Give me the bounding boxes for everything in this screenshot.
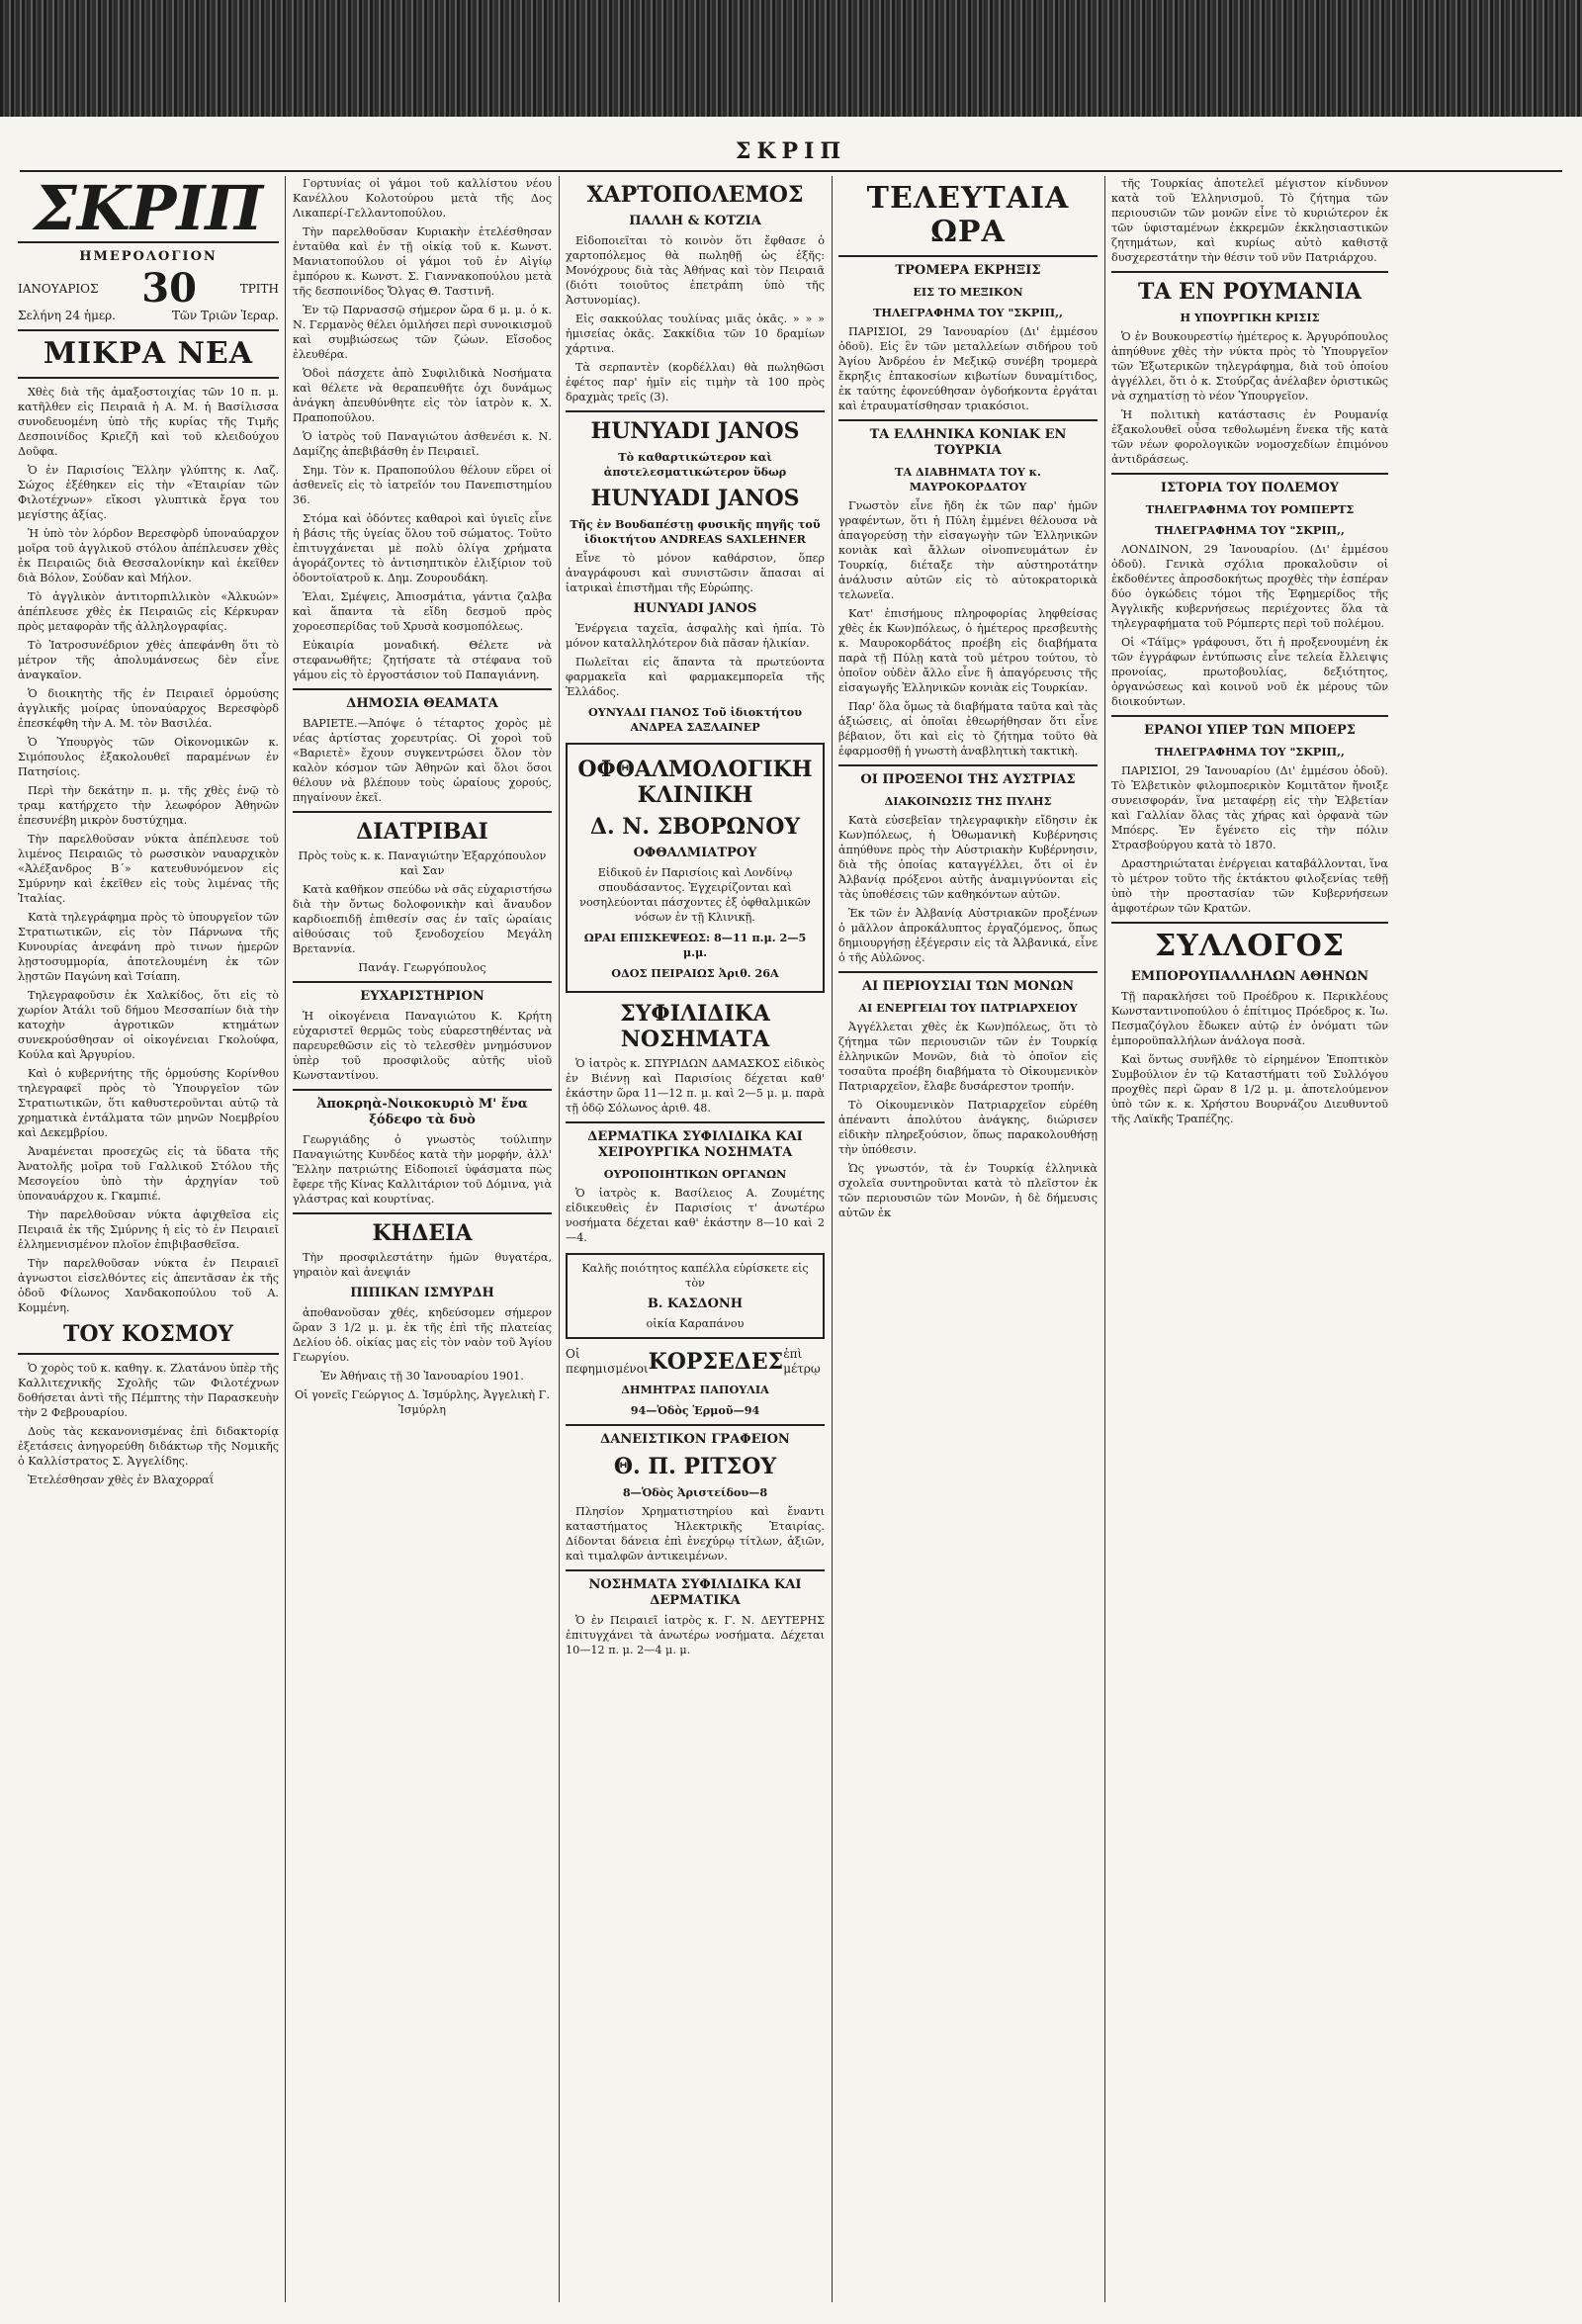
news-paragraph: Τὸ ἀγγλικὸν ἀντιτορπιλλικὸν «Ἀλκυών» ἀπέπλευσε χθὲς ἐκ Πειραιῶς εἰς Κέρκυραν πρὸς μεταφορὰν τῆς ἀλληλογραφίας.	[18, 590, 279, 633]
ad-last-text: Ὁ ἐν Πειραιεῖ ἰατρὸς κ. Γ. Ν. ΔΕΥΤΕΡΗΣ ἐπιτυγχάνει τὰ ἀνωτέρω νοσήματα. Δέχεται 10—12 π. μ. 2—4 μ. μ.	[566, 1614, 825, 1656]
column-rule	[559, 176, 560, 2302]
ad-last-title: ΝΟΣΗΜΑΤΑ ΣΥΦΙΛΙΔΙΚΑ ΚΑΙ ΔΕΡΜΑΤΙΚΑ	[588, 1577, 802, 1608]
news-paragraph: Καὶ ὁ κυβερνήτης τῆς ὁρμούσης Κορίνθου τηλεγραφεῖ πρὸς τὸ Ὑπουργεῖον τῶν Στρατιωτικῶν, ὅτι καθυστεροῦνται αὐτῷ τὰ χρηματικὰ ἐντάλματα τῶν μηνῶν Νοεμβρίου καὶ Δεκεμβρίου.	[18, 1067, 279, 1139]
club-text: Τῇ παρακλήσει τοῦ Προέδρου κ. Περικλέους Κωνσταντινοπούλου ὁ ἐπίτιμος Πρόεδρος κ. Ἰω. Πεσμαζόγλου ἔδωκεν αὐτῷ ἐν ὀνόματι τῶν ἐμποροϋπαλλήλων ἀνάλογα ποσὰ.	[1111, 990, 1388, 1047]
section-title-kosmos: ΤΟΥ ΚΟΣΜΟΥ	[63, 1321, 233, 1347]
news-paragraph: Ἐτελέσθησαν χθὲς ἐν Βλαχορραΐ	[28, 1474, 215, 1486]
ad-hunyadi-sub: Τὸ καθαρτικώτερον καὶ ἀποτελεσματικώτερον ὕδωρ	[603, 450, 787, 479]
ad-paper-sub: ΠΑΛΛΗ & ΚΟΤΖΙΑ	[629, 214, 761, 228]
section-title-apokria: Ἀποκρηὰ-Νοικοκυριὸ Μ' ἕνα ξόδεφο τὰ δυὸ	[316, 1097, 528, 1127]
news-paragraph: Εὐκαιρία μοναδική. Θέλετε νὰ στεφανωθῆτε; ζητήσατε τὰ στέφανα τοῦ γάμου εἰς τὸ ἐργοστάσιον τοῦ Παπαγιάννη.	[293, 639, 552, 681]
war-text: ΛΟΝΔΙΝΟΝ, 29 Ἰανουαρίου. (Δι' ἐμμέσου ὁδοῦ). Γενικὰ σχόλια προκαλοῦσιν οἱ ἐκδοθέντες ἀπροσδοκήτως προχθὲς τὴν ἑσπέραν δύο ὀγκώδεις τόμοι τῆς Ἐφημερίδος τῆς Ἀγγλικῆς κυβερνήσεως περιέχοντες ὅλα τὰ τηλεγραφήματα τοῦ Ρόμπερτς περὶ τοῦ πολέμου.	[1111, 543, 1388, 630]
ad-korse-title: ΚΟΡΣΕΔΕΣ	[648, 1349, 784, 1375]
news-paragraph: Δοὺς τὰς κεκανονισμένας ἐπὶ διδακτορίᾳ ἐξετάσεις ἀνηγορεύθη διδάκτωρ τῆς Νομικῆς ὁ Καλλίστρατος Σ. Ἀγγελίδης.	[18, 1425, 279, 1468]
cognac-text-2: Κατ' ἐπισήμους πληροφορίας ληφθείσας χθὲς ἐκ Κων)πόλεως, ὁ ἡμέτερος πρεσβευτὴς κ. Μαυροκορδάτος προέβη εἰς διαβήματα παρὰ τῇ Πύλῃ κατὰ τοῦ μέτρου τούτου, τὸ ὁποῖον οὐδὲν ἄλλο εἶνε ἢ ἀπαγόρευσις τῆς εἰσαγωγῆς Ἑλληνικῶν κονιὰκ εἰς Τουρκίαν.	[838, 607, 1098, 694]
ad-korse-right: ἐπὶ μέτρῳ	[783, 1347, 821, 1376]
column-5	[1111, 176, 1388, 2302]
divider	[293, 981, 552, 983]
ad-eye-hours: ΩΡΑΙ ΕΠΙΣΚΕΨΕΩΣ: 8—11 π.μ. 2—5 μ.μ.	[583, 931, 807, 959]
ad-hunyadi-body: Εἶνε τὸ μόνον καθάρσιον, ὅπερ ἀναγράφουσι καὶ συνιστῶσιν ἅπασαι αἱ ἰατρικαὶ ἐπιστῆμαι τῆς Εὐρώπης.	[566, 552, 825, 594]
news-paragraph: Ἀναμένεται προσεχῶς εἰς τὰ ὕδατα τῆς Ἀνατολῆς μοῖρα τοῦ Γαλλικοῦ Στόλου τῆς Μεσογείου ὑπὸ τὴν ἀρχηγίαν τοῦ ὑποναυάρχου κ. Γκαμπιέ.	[18, 1145, 279, 1203]
austria-text: Κατὰ εὐσεβεῖαν τηλεγραφικὴν εἴδησιν ἐκ Κων)πόλεως, ἡ Ὀθωμανικὴ Κυβέρνησις ἀπηύθυνε πρὸς τὴν Αὐστριακὴν Κυβέρνησιν, διὰ τῆς ὁποίας καταγγέλλει, ὅτι οἱ ἐν Ἀλβανίᾳ πρόξενοι αὐτῆς ἀναμιγνύονται εἰς τὰς ὑποθέσεις τῶν καθηκόντων αὐτῶν.	[838, 814, 1098, 901]
divider	[18, 329, 279, 331]
divider	[566, 1424, 825, 1426]
ad-loan-name: Θ. Π. ΡΙΤΣΟΥ	[613, 1454, 777, 1479]
headline-cognac-sub: ΤΑ ΔΙΑΒΗΜΑΤΑ ΤΟΥ κ. ΜΑΥΡΟΚΟΡΔΑΤΟΥ	[895, 465, 1041, 493]
news-paragraph: Τὸ Ἰατροσυνέδριον χθὲς ἀπεφάνθη ὅτι τὸ μέτρον τῆς ἀπολυμάνσεως δὲν εἶνε ἀναγκαῖον.	[18, 639, 279, 681]
divider	[838, 419, 1098, 421]
divider	[293, 688, 552, 690]
column-rule	[832, 176, 833, 2302]
headline-cognac: ΤΑ ΕΛΛΗΝΙΚΑ ΚΟΝΙΑΚ ΕΝ ΤΟΥΡΚΙΑ	[869, 427, 1067, 458]
news-paragraph: Τὴν παρελθοῦσαν νύκτα ἀπέπλευσε τοῦ λιμένος Πειραιῶς τὸ ρωσσικὸν ναυαρχικὸν «Ἀλέξανδρος Β΄» κατευθυνόμενον εἰς Σμύρνην καὶ ἐκεῖθεν εἰς τοὺς λιμένας τῆς Ἰταλίας.	[18, 833, 279, 905]
ad-korse-address: 94—Ὁδὸς Ἑρμοῦ—94	[630, 1403, 760, 1417]
headline-club-sub: ΕΜΠΟΡΟΥΠΑΛΛΗΛΩΝ ΑΘΗΝΩΝ	[1130, 969, 1369, 984]
headline-austria-sub: ΔΙΑΚΟΙΝΩΣΙΣ ΤΗΣ ΠΥΛΗΣ	[884, 794, 1052, 808]
column-2	[293, 176, 552, 2302]
news-paragraph: Τὴν παρελθοῦσαν νύκτα ἐν Πειραιεῖ ἀγνωστοι εἰσελθόντες εἰς ἀπεντᾶσαν ἐκ τῆς ὁδοῦ Φίλωνος Χανδακοπούλου τοῦ Α. Κομμένη.	[18, 1257, 279, 1314]
cognac-text: Γνωστὸν εἶνε ἤδη ἐκ τῶν παρ' ἡμῶν γραφέντων, ὅτι ἡ Πύλη ἐμμένει θέλουσα νὰ ἀπαγορεύσῃ τὴν εἰσαγωγὴν τῶν Ἑλληνικῶν κονιὰκ καὶ ἄλλων οἰνοπνευμάτων ἐν Τουρκίᾳ, διέταξε τὴν αὐστηροτάτην ἀνάλυσιν αὐτῶν εἰς τὸ αὐτοκρατορικὰ τελωνεῖα.	[838, 499, 1098, 601]
ad-kasdoni-name: Β. ΚΑΣΔΟΝΗ	[647, 1296, 744, 1311]
theatre-text: ΒΑΡΙΕΤΕ.—Ἀπόψε ὁ τέταρτος χορὸς μὲ νέας ἀρτίστας χορευτρίας. Οἱ χοροὶ τοῦ «Βαριετὲ» ἔχουν συγκεντρώσει ὅλον τὸν καλὸν κόσμον τῶν Ἀθηνῶν καὶ ὅλοι ὅσοι θέλουν νὰ βλέπουν τοὺς ὡραίους χορούς, πηγαίνουν ἐκεῖ.	[293, 717, 552, 804]
monks-text-2: Τὸ Οἰκουμενικὸν Πατριαρχεῖον εὑρέθη ἀπέναντι ἀπολύτου ἀνάγκης, διώρισεν εἰδικὴν πληρεξούσιον, ὅπως παρακολουθήσῃ τὴν ὑπόθεσιν.	[838, 1099, 1098, 1156]
telegram-label: ΤΗΛΕΓΡΑΦΗΜΑ ΤΟΥ "ΣΚΡΙΠ,,	[1155, 745, 1345, 759]
monks-text-3: Ὡς γνωστόν, τὰ ἐν Τουρκίᾳ ἑλληνικὰ σχολεῖα συντηροῦνται κατὰ τὸ πλεῖστον ἐκ τῶν περιουσιῶν τῶν Μονῶν, ἡ δὲ δήμευσις αὐτῶν ἐκ	[838, 1162, 1098, 1219]
masthead: ΣΚΡΙΠ	[18, 176, 279, 243]
news-paragraph: Ὁδοὶ πάσχετε ἀπὸ Συφιλιδικὰ Νοσήματα καὶ θέλετε νὰ θεραπευθῆτε ὀχι δυνάμως ἀνάγκη ἀπευθύνθητε εἰς τὸν ἰατρὸν κ. Χ. Πραποπούλου.	[293, 367, 552, 424]
divider	[18, 1353, 279, 1355]
ad-syph-text: Ὁ ἰατρὸς κ. ΣΠΥΡΙΔΩΝ ΔΑΜΑΣΚΟΣ εἰδικὸς ἐν Βιέννῃ καὶ Παρισίοις δέχεται καθ' ἑκάστην ὥρα 11—12 π. μ. καὶ 2—5 μ. μ. παρὰ τῇ ὁδῷ Σόλωνος ἀριθ. 48.	[566, 1057, 825, 1115]
news-paragraph: Ἐλαι, Σμέψεις, Ἀπιοσμάτια, γάντια ζαλβα καὶ ἅπαντα τὰ εἴδη δεσμοῦ πρὸς χοροεσπερίδας τοῦ Χρυσὰ κοσμοπόλεως.	[293, 590, 552, 633]
headline-romania-sub: Η ΥΠΟΥΡΓΙΚΗ ΚΡΙΣΙΣ	[1180, 311, 1320, 324]
ad-paper-title: ΧΑΡΤΟΠΟΛΕΜΟΣ	[586, 182, 804, 208]
apokria-text: Γεωργιάδης ὁ γνωστὸς τούλιπην Παναγιώτης Κυνδέος κατὰ τὴν μορφήν, ἀλλ' Ἕλλην πατριώτης Εἰδοποιεῖ ὑφάσματα πὼς ἔφερε τῆς Κίνας Καλλιτάριον τοῦ Δόμινα, γιὰ γλάστρας καὶ κουρτίνας.	[293, 1133, 552, 1206]
divider	[838, 971, 1098, 973]
running-title: ΣΚΡΙΠ	[735, 138, 847, 164]
diatrivi-signature: Πανάγ. Γεωργόπουλος	[358, 961, 486, 974]
divider	[293, 1089, 552, 1091]
column-3	[566, 176, 825, 2302]
ad-kasdoni-text: Καλῆς ποιότητος καπέλλα εὑρίσκετε εἰς τὸν	[581, 1262, 809, 1290]
divider	[838, 764, 1098, 766]
romania-text-2: Ἡ πολιτικὴ κατάστασις ἐν Ρουμανίᾳ ἐξακολουθεῖ οὖσα τεθολωμένη ἕνεκα τῆς κατὰ τῶν νέων φορολογικῶν νομοσχεδίων ἐπιμόνου ἀντιδράσεως.	[1111, 408, 1388, 466]
ad-hunyadi-sold: Πωλεῖται εἰς ἅπαντα τὰ πρωτεύοντα φαρμακεῖα καὶ φαρμακεμπορεῖα τῆς Ἑλλάδος.	[566, 656, 825, 698]
calendar-month: ΙΑΝΟΥΑΡΙΟΣ	[18, 281, 99, 296]
news-paragraph: Σημ. Τὸν κ. Πραποπούλου θέλουν εὕρει οἱ ἀσθενεῖς εἰς τὸ ἰατρεῖόν του Πανεπιστημίου 36.	[293, 464, 552, 506]
headline-war-sub: ΤΗΛΕΓΡΑΦΗΜΑ ΤΟΥ ΡΟΜΠΕΡΤΣ	[1145, 502, 1355, 516]
divider	[18, 377, 279, 379]
ad-eye-clinic-box	[566, 743, 825, 993]
calendar-row	[18, 265, 279, 312]
headline-club: ΣΥΛΛΟΓΟΣ	[1155, 929, 1345, 963]
mexico-text: ΠΑΡΙΣΙΟΙ, 29 Ἰανουαρίου (Δι' ἐμμέσου ὁδοῦ). Εἰς ἓν τῶν μεταλλείων σιδήρου τοῦ Ἁγίου Ἀνδρέου ἐν Μεξικῷ συνέβη τρομερὰ ἔκρηξις ἑπτακοσίων κιβωτίων δυναμίτιδος, ἐκ ταύτης ἐφονεύθησαν ὀγδοήκοντα ἐργάται καὶ ἐτραυματίσθησαν τριακόσιοι.	[838, 325, 1098, 412]
ad-syph-title: ΣΥΦΙΛΙΔΙΚΑ ΝΟΣΗΜΑΤΑ	[620, 1001, 770, 1052]
calendar-day: 30	[141, 265, 197, 312]
ad-eye-name: Δ. Ν. ΣΒΟΡΩΝΟΥ	[589, 814, 801, 840]
news-paragraph: Τηλεγραφοῦσιν ἐκ Χαλκίδος, ὅτι εἰς τὸ χωρίον Ἀτάλι τοῦ δήμου Μεσσαπίων διὰ τὴν κατοχὴν ἀγροτικῶν κτημάτων συνεκρούσθησαν οἱ οἰκογένειαι Γκολούφα, Κούλα καὶ Ἀργυρίου.	[18, 989, 279, 1061]
news-paragraph: Ὁ χορὸς τοῦ κ. καθηγ. κ. Ζλατάνου ὑπὲρ τῆς Καλλιτεχνικῆς Σχολῆς τῶν Φιλοτέχνων δοθήσεται ἀντὶ τῆς Πέμπτης τὴν Παρασκευὴν τὴν 2 Φεβρουαρίου.	[18, 1362, 279, 1419]
ad-korse-left: Οἱ πεφημισμένοι	[566, 1347, 649, 1376]
headline-monks-sub: ΑΙ ΕΝΕΡΓΕΙΑΙ ΤΟΥ ΠΑΤΡΙΑΡΧΕΙΟΥ	[858, 1001, 1078, 1015]
news-paragraph: Στόμα καὶ ὀδόντες καθαροὶ καὶ ὑγιεῖς εἶνε ἡ βάσις τῆς ὑγείας ὅλου τοῦ σώματος. Τοῦτο ἐπιτυγχάνεται μὲ πολὺ ὀλίγα χρήματα ἀγοράζοντες τὸ ἀντισηπτικὸν ἐλιξίριον τοῦ ὀδοντοϊατροῦ κ. Δημ. Ζουρουδάκη.	[293, 512, 552, 584]
column-4	[838, 176, 1098, 2302]
romania-text: Ὁ ἐν Βουκουρεστίῳ ἡμέτερος κ. Ἀργυρόπουλος ἀπηύθυνε χθὲς τὴν νύκτα πρὸς τὸ Ὑπουργεῖον τῶν Ἐξωτερικῶν τηλεγράφημα, διὰ τοῦ ὁποίου ἀγγέλλει, ὅτι ὁ κ. Στούρζας ἀνέλαβεν ὁριστικῶς νὰ σχηματίσῃ τὸ νέον Ὑπουργεῖον.	[1111, 330, 1388, 402]
divider	[1111, 922, 1388, 924]
divider	[1111, 715, 1388, 717]
ad-paper-text-2: Τὰ σερπαντὲν (κορδέλλαι) θὰ πωληθῶσι ἐφέτος παρ' ἡμῖν εἰς τιμὴν τὰ 100 πρὸς δραχμὰς τρεῖς (3).	[566, 361, 825, 403]
scan-dark-band	[0, 0, 1582, 117]
divider	[1111, 473, 1388, 475]
news-paragraph: Ὁ ἰατρὸς τοῦ Παναγιώτου ἀσθενέσι κ. Ν. Δαμίζης ἀπεβιβάσθη ἐν Πειραιεῖ.	[293, 430, 552, 458]
column-rule	[285, 176, 286, 2302]
divider	[1111, 271, 1388, 273]
monks-text: Ἀγγέλλεται χθὲς ἐκ Κων)πόλεως, ὅτι τὸ ζήτημα τῶν περιουσιῶν τῶν ἐν Τουρκίᾳ ἑλληνικῶν Μονῶν, διὰ τὸ ὁποῖον εἰς τοσαῦτα προέβη διαβήματα τὸ Οἰκουμενικὸν Πατριαρχεῖον, ἔλαβε δυσάρεστον τροπήν.	[838, 1021, 1098, 1093]
news-paragraph: Τὴν παρελθοῦσαν Κυριακὴν ἐτελέσθησαν ἐνταῦθα καὶ ἐν τῇ οἰκίᾳ τοῦ κ. Κωνστ. Μανιατοπούλου οἱ γάμοι τοῦ ἐν Αἰγίῳ ἐμπόρου κ. Κωνστ. Σ. Γιαννακοπούλου μετὰ τῆς δεσποινίδος Ὄλγας Θ. Ταστινῆ.	[293, 225, 552, 298]
ad-korse-name: ΔΗΜΗΤΡΑΣ ΠΑΠΟΥΛΙΑ	[621, 1383, 769, 1396]
column-rule	[1104, 176, 1105, 2302]
calendar-weekday: ΤΡΙΤΗ	[239, 281, 279, 296]
ad-hunyadi-list: Ἐνέργεια ταχεῖα, ἀσφαλὴς καὶ ἠπία. Τὸ μόνον καταλληλότερον διὰ πᾶσαν ἡλικίαν.	[566, 622, 825, 650]
diatrivi-subtitle: Πρὸς τοὺς κ. κ. Παναγιώτην Ἐξαρχόπουλον καὶ Σαν	[298, 849, 547, 877]
ad-korse-row	[566, 1347, 825, 1377]
section-title-diatrivi: ΔΙΑΤΡΙΒΑΙ	[356, 819, 488, 845]
section-title-kideia: ΚΗΔΕΙΑ	[372, 1220, 473, 1246]
header-rule	[20, 170, 1562, 172]
ad-derm-text: Ὁ ἰατρὸς κ. Βασίλειος Α. Ζουμέτης εἰδικευθεὶς ἐν Παρισίοις τ' ἀνωτέρω νοσήματα δέχεται καθ' ἑκάστην 8—10 καὶ 2—4.	[566, 1187, 825, 1244]
section-title-last-hour: ΤΕΛΕΥΤΑΙΑ ΩΡΑ	[866, 181, 1070, 249]
boers-text: ΠΑΡΙΣΙΟΙ, 29 Ἰανουαρίου (Δι' ἐμμέσου ὁδοῦ). Τὸ Ἑλβετικὸν φιλομποερικὸν Κομιτᾶτον ἤνοιξε συνεισφοράν, ἵνα μεταφέρῃ εἰς τὴν Ἑλβετίαν καὶ Γαλλίαν ὅλας τὰς χήρας καὶ ὀρφανὰ τῶν Μπόερς. Ἐν ἔγένετο εἰς τὴν πόλιν Στρασβούργου κατὰ τὸ 1870.	[1111, 764, 1388, 851]
divider	[566, 1121, 825, 1123]
kideia-name: ΠΙΠΙΚΑΝ ΙΣΜΥΡΔΗ	[350, 1286, 494, 1300]
headline-romania: ΤΑ ΕΝ ΡΟΥΜΑΝΙΑ	[1138, 279, 1362, 305]
ad-eye-address: ΟΔΟΣ ΠΕΙΡΑΙΩΣ Ἀριθ. 26Α	[611, 966, 779, 980]
divider	[293, 1212, 552, 1214]
divider	[293, 811, 552, 813]
ad-derm-sub: ΟΥΡΟΠΟΙΗΤΙΚΩΝ ΟΡΓΑΝΩΝ	[603, 1167, 787, 1181]
ad-kasdoni-address: οἰκία Καραπάνου	[646, 1317, 745, 1330]
war-text-2: Οἱ «Τάϊμς» γράφουσι, ὅτι ἡ προξενουμένη ἐκ τῶν ἐγγράφων ἐντύπωσις εἶνε τελεία ἔλλειψις προνοίας, πρωτοβουλίας, δεξιότητος, ὀργανώσεως καὶ κοινοῦ νοῦ ἐκ μέρους τῶν διοικούντων.	[1111, 636, 1388, 708]
lead-text: τῆς Τουρκίας ἀποτελεῖ μέγιστον κίνδυνον κατὰ τοῦ Ἑλληνισμοῦ. Τὸ ζήτημα τῶν περιουσιῶν τῶν μονῶν εἶνε τὸ κυριώτερον ἐκ τῶν ὑφισταμένων ἐκκρεμῶν ἐκκλησιαστικῶν ζητημάτων, καὶ κυρίως αὐτὸ καθιστᾷ δυσχερεστάτην τὴν θέσιν τοῦ νῦν Πατριάρχου.	[1111, 177, 1388, 264]
cognac-text-3: Παρ' ὅλα ὅμως τὰ διαβήματα ταῦτα καὶ τὰς ἀξιώσεις, αἱ ὁποῖαι ἐθεωρήθησαν ὅτι εἶνε βέβαιον, ὅτι καὶ εἰς τὸ ζήτημα τοῦτο θὰ ἐφαρμοσθῇ ἡ γνωστὴ ἀναβλητικὴ τακτικὴ.	[838, 700, 1098, 758]
ad-hunyadi-source: Τῆς ἐν Βουδαπέστῃ φυσικῆς πηγῆς τοῦ ἰδιοκτήτου ANDREAS SAXLEHNER	[570, 517, 821, 546]
kideia-text-2: ἀποθανοῦσαν χθές, κηδεύσομεν σήμερον ὥραν 3 1/2 μ. μ. ἐκ τῆς ἐπὶ τῆς πλατείας Δελίου ὁδ. οἰκίας μας εἰς τὸν ναὸν τοῦ Ἁγίου Γεωργίου.	[293, 1306, 552, 1364]
ad-loan-text: Πλησίον Χρηματιστηρίου καὶ ἔναντι καταστήματος Ἠλεκτρικῆς Ἑταιρίας. Δίδονται δάνεια ἐπὶ ἐνεχύρῳ τίτλων, ἀξιῶν, καὶ τιμαλφῶν ἀντικειμένων.	[566, 1505, 825, 1563]
kideia-date: Ἐν Ἀθήναις τῇ 30 Ἰανουαρίου 1901.	[320, 1370, 524, 1383]
news-paragraph: Ἡ ὑπὸ τὸν λόρδον Βερεσφὸρδ ὑποναύαρχον μοῖρα τοῦ ἀγγλικοῦ στόλου ἀπέπλευσεν χθὲς ἐκ Πειραιῶς διὰ Θεσσαλονίκην καὶ ἐκεῖθεν διὰ Βόλον, Σούδαν καὶ Μήλον.	[18, 527, 279, 584]
news-paragraph: Ὁ Ὑπουργὸς τῶν Οἰκονομικῶν κ. Σιμόπουλος ἐξακολουθεῖ παραμένων ἐν Πατησίοις.	[18, 736, 279, 778]
section-title-thanks: ΕΥΧΑΡΙΣΤΗΡΙΟΝ	[360, 989, 484, 1004]
news-paragraph: Κατὰ τηλεγράφημα πρὸς τὸ ὑπουργεῖον τῶν Στρατιωτικῶν, εἰς τὸν Πάρνωνα τῆς Κυνουρίας ἀνεφάνη πρὸ τινων ἡμερῶν λῃστοσυμμορία, ἀποτελουμένη ἐκ τῶν λῃστῶν Παγώνη καὶ Τσίαπη.	[18, 911, 279, 983]
divider	[566, 1569, 825, 1571]
ad-hunyadi-agent: ΟΥΝΥΑΔΙ ΓΙΑΝΟΣ Τοῦ ἰδιοκτήτου ΑΝΔΡΕΑ ΣΑΞΛΑΙΝΕΡ	[587, 705, 803, 734]
boers-text-2: Δραστηριώταται ἐνέργειαι καταβάλλονται, ἵνα τὸ μέτρον τοῦτο τῆς ἐκτάκτου φιλοξενίας τεθῇ ὑπὸ τὴν προστασίαν τῶν Κυβερνήσεων ἀμφοτέρων τῶν Κρατῶν.	[1111, 857, 1388, 915]
news-paragraph: Περὶ τὴν δεκάτην π. μ. τῆς χθὲς ἐνῷ τὸ τραμ κατήρχετο τὴν λεωφόρον Ἀθηνῶν ἐπεσυνέβη μικρὸν δυστύχημα.	[18, 784, 279, 827]
ad-hunyadi-title: HUNYADI JANOS	[590, 418, 800, 444]
austria-text-2: Ἐκ τῶν ἐν Ἀλβανίᾳ Αὐστριακῶν προξένων ὁ μᾶλλον ἀπροκάλυπτος ἐργαζόμενος, ὅπως δημιουργήσῃ ἐξέγερσιν εἰς τὰ Ἀλβανικά, εἶνε ὁ τῆς Αὐλῶνος.	[838, 907, 1098, 964]
ad-hunyadi-title-3: HUNYADI JANOS	[633, 601, 757, 616]
telegram-label: ΤΗΛΕΓΡΑΦΗΜΑ ΤΟΥ "ΣΚΡΙΠ,,	[1155, 523, 1345, 537]
ad-eye-role: ΟΦΘΑΛΜΙΑΤΡΟΥ	[633, 846, 757, 860]
column-1	[18, 176, 279, 2302]
ad-derm-title: ΔΕΡΜΑΤΙΚΑ ΣΥΦΙΛΙΔΙΚΑ ΚΑΙ ΧΕΙΡΟΥΡΓΙΚΑ ΝΟΣΗΜΑΤΑ	[587, 1129, 803, 1160]
ad-kasdoni-box	[566, 1253, 825, 1339]
ad-loan-title: ΔΑΝΕΙΣΤΙΚΟΝ ΓΡΑΦΕΙΟΝ	[600, 1432, 790, 1447]
news-paragraph: Χθὲς διὰ τῆς ἀμαξοστοιχίας τῶν 10 π. μ. κατῆλθεν εἰς Πειραιᾶ ἡ Α. Μ. ἡ Βασίλισσα συνοδευομένη ὑπὸ τῆς κυρίας τῆς Τιμῆς Δεσποινίδος Κριεζῆ καὶ τοῦ κλειδούχου Δοῦφα.	[18, 386, 279, 458]
ad-paper-prices: Εἰς σακκούλας τουλίνας μιᾶς ὀκᾶς. » » » ἡμισείας ὀκᾶς. Σακκίδια τῶν 10 δραμίων χάρτινα.	[566, 313, 825, 355]
headline-war: ΙΣΤΟΡΙΑ ΤΟΥ ΠΟΛΕΜΟΥ	[1160, 481, 1340, 495]
kideia-signature: Οἱ γονεῖς Γεώργιος Δ. Ἰσμύρλης, Ἀγγελικὴ Γ. Ἰσμύρλη	[294, 1388, 550, 1416]
ad-eye-text: Εἰδικοῦ ἐν Παρισίοις καὶ Λονδίνῳ σπουδάσαντος. Ἐγχειρίζονται καὶ νοσηλεύονται πάσχοντες ἐξ ὀφθαλμικῶν νόσων ἐν τῇ Κλινικῇ.	[579, 866, 811, 924]
calendar-feast: Τῶν Τριῶν Ἱεραρ.	[172, 309, 279, 322]
kideia-text: Τὴν προσφιλεστάτην ἡμῶν θυγατέρα, γηραιὸν καὶ ἀνεψιάν	[293, 1251, 552, 1279]
ad-paper-text: Εἰδοποιεῖται τὸ κοινὸν ὅτι ἔφθασε ὁ χαρτοπόλεμος θὰ πωληθῇ ὡς ἑξῆς: Μονόχρους διὰ τὰς Ἀθήνας καὶ τὸν Πειραιᾶ (διότι τοιοῦτος ἐπετράπη ὑπὸ τῆς Ἀστυνομίας).	[566, 234, 825, 307]
ad-loan-address: 8—Ὁδὸς Ἀριστείδου—8	[622, 1485, 768, 1499]
news-paragraph: Ὁ διοικητὴς τῆς ἐν Πειραιεῖ ὁρμούσης ἀγγλικῆς μοίρας ὑποναύαρχος Βερεσφὸρδ ἐπεσκέφθη τὴν Α. Μ. τὸν Βασιλέα.	[18, 687, 279, 730]
ad-hunyadi-title-2: HUNYADI JANOS	[590, 486, 800, 511]
divider	[566, 410, 825, 412]
news-paragraph: Γορτυνίας οἱ γάμοι τοῦ καλλίστου νέου Κανέλλου Κολοτούρου μετὰ τῆς Δος Λικαπερί-Γελλαντοπούλου.	[293, 177, 552, 220]
news-paragraph: Ἐν τῷ Παρνασσῷ σήμερον ὥρα 6 μ. μ. ὁ κ. Ν. Γερμανὸς θέλει ὁμιλήσει περὶ συνοικισμοῦ καὶ συμβιώσεως τῶν ζώων. Εἴσοδος ἐλευθέρα.	[293, 304, 552, 361]
thanks-text: Ἡ οἰκογένεια Παναγιώτου Κ. Κρήτη εὐχαριστεῖ θερμῶς τοὺς εὐαρεστηθέντας νὰ παρευρεθῶσιν εἰς τὸ τελεσθὲν μνημόσυνον ὑπὲρ τοῦ προσφιλοῦς αὐτῆς υἱοῦ Κωνσταντίνου.	[293, 1010, 552, 1082]
club-text-2: Καὶ ὅντως συνῆλθε τὸ εἰρημένον Ἐποπτικὸν Συμβούλιον ἐν τῷ Καταστήματι τοῦ Συλλόγου προχθὲς περὶ ὥραν 8 1/2 μ. μ. ἀποτελούμενον ὑπὸ τῶν κ. κ. Χρήστου Βουρνάζου Διευθυντοῦ τῆς Λαϊκῆς Τραπέζης.	[1111, 1053, 1388, 1125]
calendar-title: ΗΜΕΡΟΛΟΓΙΟΝ	[79, 249, 218, 264]
divider	[838, 255, 1098, 257]
ad-eye-title: ΟΦΘΑΛΜΟΛΟΓΙΚΗ ΚΛΙΝΙΚΗ	[577, 757, 813, 808]
headline-mexico: ΕΙΣ ΤΟ ΜΕΞΙΚΟΝ	[913, 285, 1023, 299]
headline-boers: ΕΡΑΝΟΙ ΥΠΕΡ ΤΩΝ ΜΠΟΕΡΣ	[1144, 723, 1356, 738]
section-title-theatre: ΔΗΜΟΣΙΑ ΘΕΑΜΑΤΑ	[346, 696, 498, 711]
headline-austria: ΟΙ ΠΡΟΞΕΝΟΙ ΤΗΣ ΑΥΣΤΡΙΑΣ	[860, 772, 1076, 787]
calendar-moon: Σελήνη 24 ἡμερ.	[18, 309, 116, 322]
news-paragraph: Ὁ ἐν Παρισίοις Ἕλλην γλύπτης κ. Λαζ. Σώχος ἐξέθηκεν εἰς τὴν «Ἑταιρίαν τῶν Φιλοτέχνων» εἴκοσι γλυπτικὰ ἔργα του μεγίστης ἀξίας.	[18, 464, 279, 521]
section-title-mikra-nea: ΜΙΚΡΑ ΝΕΑ	[43, 336, 254, 371]
telegram-label: ΤΗΛΕΓΡΑΦΗΜΑ ΤΟΥ "ΣΚΡΙΠ,,	[873, 306, 1063, 319]
headline-explosion: ΤΡΟΜΕΡΑ ΕΚΡΗΞΙΣ	[895, 263, 1041, 278]
diatrivi-text: Κατὰ καθῆκον σπεύδω νὰ σᾶς εὐχαριστήσω διὰ τὴν ὄντως δολοφονικὴν καὶ ἄναυδον καρδιοεπιδῇ ἐπιθεσίν σας ἐν ταῖς ὡραίαις αἰθούσαις τοῦ ξενοδοχείου Μεγάλη Βρεταννία.	[293, 883, 552, 955]
news-paragraph: Τὴν παρελθοῦσαν νύκτα ἀφιχθεῖσα εἰς Πειραιᾶ ἐκ τῆς Σμύρνης ἡ εἰς τὸ ἐν Πειραιεῖ ἑλλημενισμένον πλοῖον ἐπιβιβασθεῖσα.	[18, 1208, 279, 1251]
headline-monks: ΑΙ ΠΕΡΙΟΥΣΙΑΙ ΤΩΝ ΜΟΝΩΝ	[861, 979, 1074, 994]
